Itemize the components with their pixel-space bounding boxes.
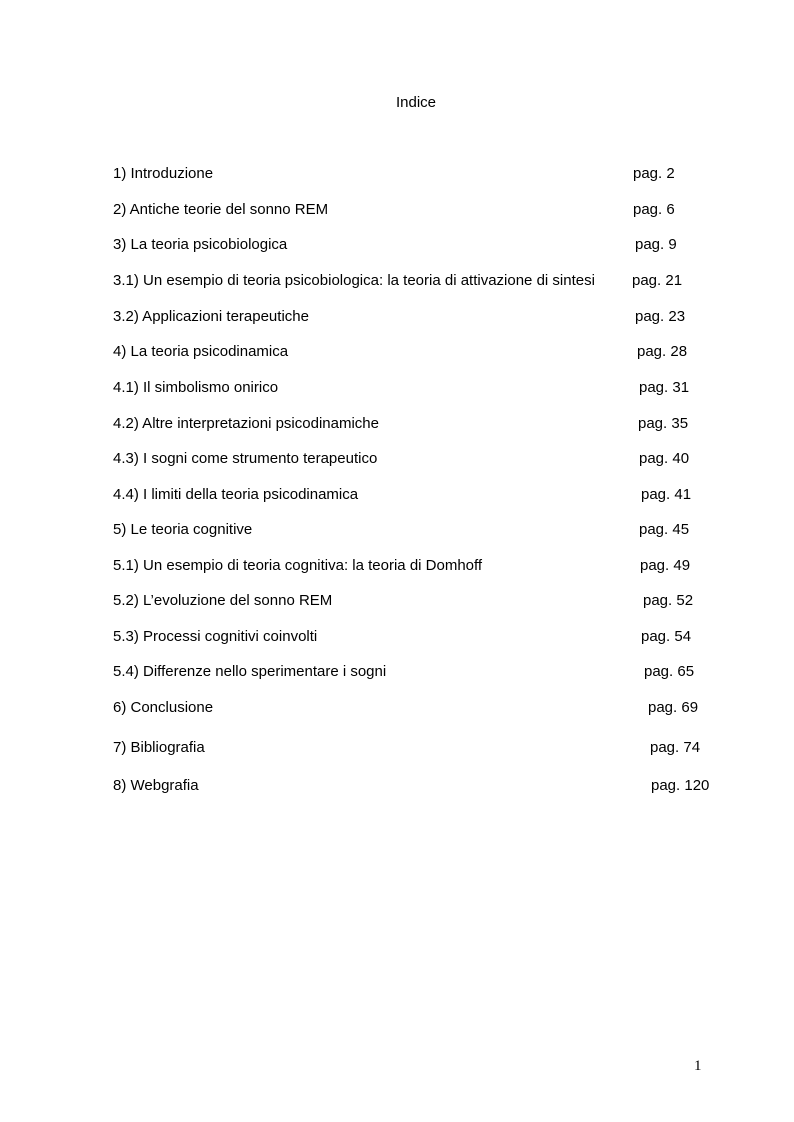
toc-entry-label: 1) Introduzione	[113, 165, 214, 182]
toc-entry-label: 2) Antiche teorie del sonno REM	[113, 201, 329, 218]
toc-entry-label: 5.3) Processi cognitivi coinvolti	[113, 628, 318, 645]
toc-entry-label: 4.3) I sogni come strumento terapeutico	[113, 450, 378, 467]
toc-entry-label: 7) Bibliografia	[113, 739, 205, 756]
page-number: 1	[694, 1058, 702, 1074]
toc-entry-page: pag. 6	[633, 201, 675, 218]
page-title: Indice	[395, 94, 437, 111]
toc-entry-page: pag. 41	[641, 486, 692, 503]
toc-entry-page: pag. 54	[641, 628, 692, 645]
toc-entry-label: 4) La teoria psicodinamica	[113, 343, 289, 360]
toc-entry-page: pag. 23	[635, 308, 686, 325]
toc-entry-page: pag. 31	[639, 379, 690, 396]
toc-entry-label: 4.1) Il simbolismo onirico	[113, 379, 279, 396]
toc-entry-page: pag. 74	[650, 739, 701, 756]
toc-entry-page: pag. 2	[633, 165, 675, 182]
toc-entry-page: pag. 21	[632, 272, 683, 289]
toc-entry-label: 5.1) Un esempio di teoria cognitiva: la teoria di Domhoff	[113, 557, 483, 574]
toc-entry-label: 4.2) Altre interpretazioni psicodinamiche	[113, 415, 379, 432]
toc-entry-label: 5) Le teoria cognitive	[113, 521, 253, 538]
toc-entry-page: pag. 52	[643, 592, 694, 609]
toc-entry-label: 4.4) I limiti della teoria psicodinamica	[113, 486, 359, 503]
toc-entry-label: 5.2) L’evoluzione del sonno REM	[113, 592, 333, 609]
toc-entry-page: pag. 65	[644, 663, 695, 680]
toc-entry-label: 3.2) Applicazioni terapeutiche	[113, 308, 309, 325]
toc-entry-page: pag. 45	[639, 521, 690, 538]
toc-entry-page: pag. 120	[651, 777, 710, 794]
toc-entry-page: pag. 40	[639, 450, 690, 467]
toc-entry-label: 8) Webgrafia	[113, 777, 199, 794]
toc-entry-page: pag. 28	[637, 343, 688, 360]
toc-entry-label: 5.4) Differenze nello sperimentare i sogni	[113, 663, 387, 680]
toc-entry-label: 3.1) Un esempio di teoria psicobiologica: la teoria di attivazione di sintesi	[113, 272, 595, 289]
toc-entry-page: pag. 35	[638, 415, 689, 432]
toc-entry-page: pag. 49	[640, 557, 691, 574]
toc-entry-label: 3) La teoria psicobiologica	[113, 236, 288, 253]
toc-entry-page: pag. 9	[635, 236, 677, 253]
toc-entry-label: 6) Conclusione	[113, 699, 214, 716]
toc-entry-page: pag. 69	[648, 699, 699, 716]
